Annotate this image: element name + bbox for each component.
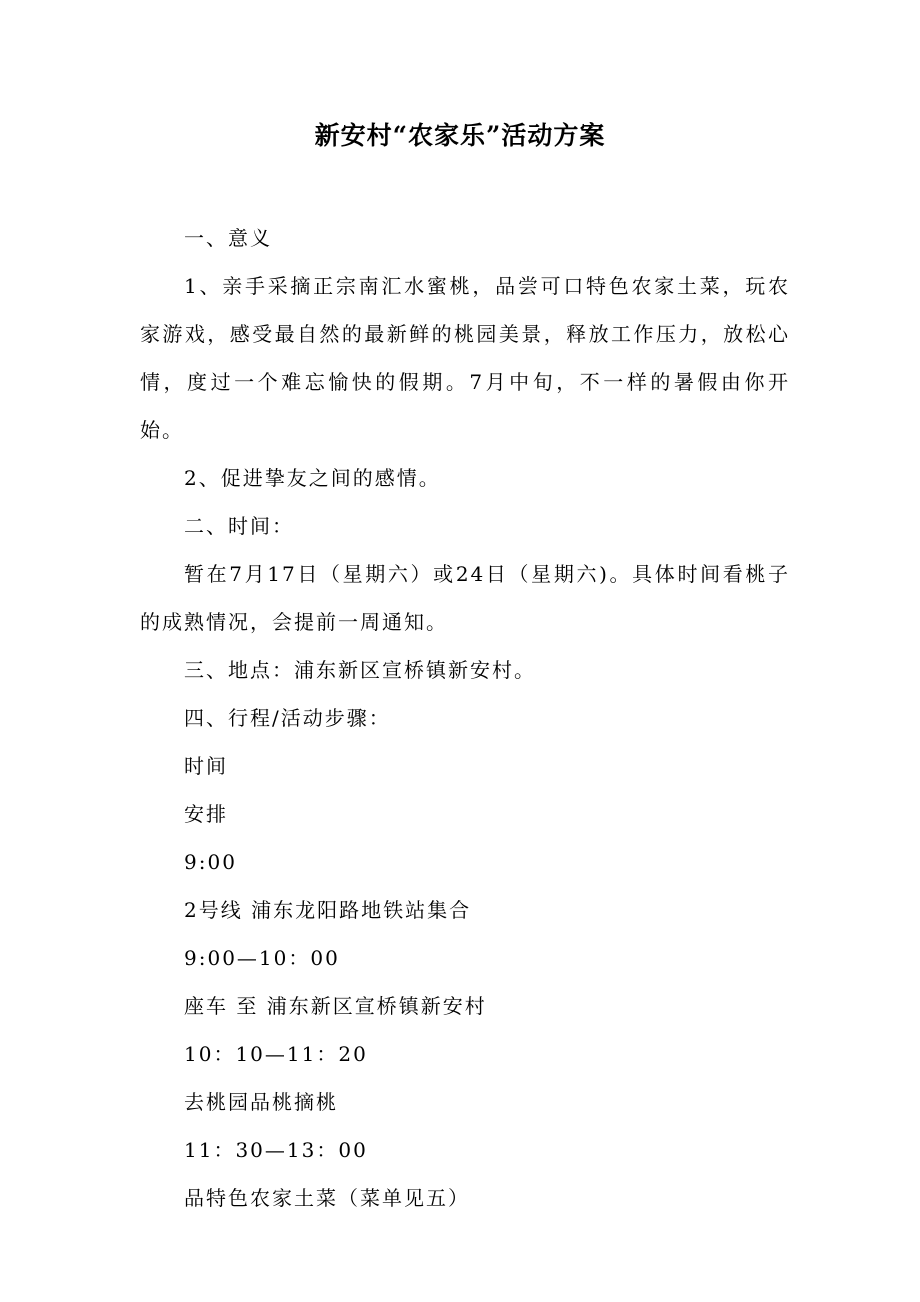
schedule-row-arrangement: 2号线 浦东龙阳路地铁站集合 — [184, 898, 472, 922]
paragraph-meaning-2: 2、促进挚友之间的感情。 — [184, 466, 441, 490]
document-title: 新安村“农家乐”活动方案 — [314, 121, 606, 150]
section-heading-time: 二、时间： — [184, 514, 294, 538]
section-heading-meaning: 一、意义 — [184, 226, 272, 250]
paragraph-time: 暂在7月17日（星期六）或24日（星期六)。具体时间看桃子的成熟情况，会提前一周通知。 — [140, 562, 790, 634]
schedule-row-time: 9:00 — [184, 850, 237, 874]
section-heading-location: 三、地点：浦东新区宣桥镇新安村。 — [184, 658, 536, 682]
schedule-row-time: 9:00—10：00 — [184, 946, 340, 970]
schedule-row-arrangement: 去桃园品桃摘桃 — [184, 1090, 338, 1114]
schedule-row-arrangement: 品特色农家土菜（菜单见五） — [184, 1186, 470, 1210]
section-heading-itinerary: 四、行程/活动步骤： — [184, 706, 391, 730]
schedule-row-time: 11：30—13：00 — [184, 1138, 368, 1162]
schedule-header-arrangement: 安排 — [184, 802, 228, 826]
schedule-header-time: 时间 — [184, 754, 228, 778]
paragraph-meaning-1: 1、亲手采摘正宗南汇水蜜桃，品尝可口特色农家土菜，玩农家游戏，感受最自然的最新鲜的桃园美景，释放工作压力，放松心情，度过一个难忘愉快的假期。7月中旬，不一样的暑假由你开始。 — [140, 274, 790, 442]
schedule-row-time: 10：10—11：20 — [184, 1042, 368, 1066]
schedule-row-arrangement: 座车 至 浦东新区宣桥镇新安村 — [184, 994, 487, 1018]
document-body — [140, 214, 790, 1222]
